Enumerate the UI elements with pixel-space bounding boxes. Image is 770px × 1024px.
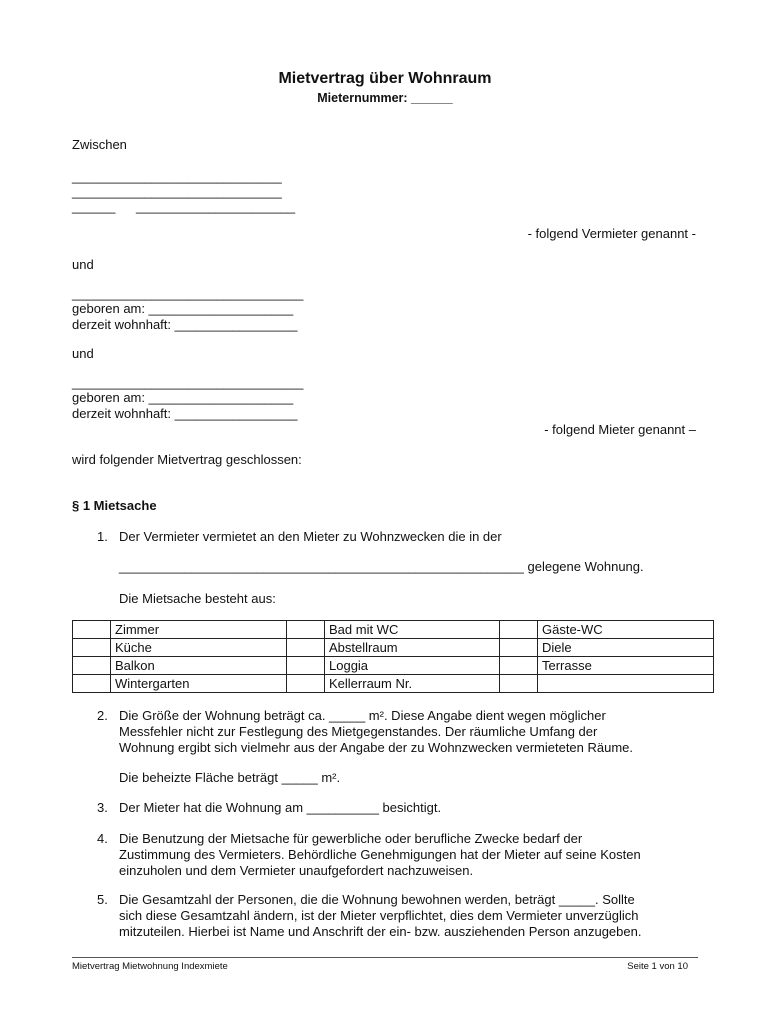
list-item-5 <box>97 892 699 940</box>
table-cell: Kellerraum Nr. <box>325 675 500 693</box>
list-item-2 <box>97 708 699 756</box>
table-cell: Zimmer <box>111 621 287 639</box>
checkbox-cell <box>287 657 325 675</box>
landlord-designation: - folgend Vermieter genannt - <box>527 226 696 241</box>
document-title: Mietvertrag über Wohnraum <box>278 70 492 87</box>
between-label: Zwischen <box>72 137 127 152</box>
and-label-1: und <box>72 257 94 272</box>
item2-line-3: Wohnung ergibt sich vielmehr aus der Angabe der zu Wohnzwecken vermieteten Räume. <box>119 740 634 755</box>
table-row <box>73 621 714 639</box>
checkbox-cell <box>500 639 538 657</box>
tenant-number: Mieternummer: ______ <box>317 91 453 105</box>
item1-text: Der Vermieter vermietet an den Mieter zu Wohnzwecken die in der <box>119 529 502 544</box>
property-consists-label: Die Mietsache besteht aus: <box>119 591 276 606</box>
table-cell: Gäste-WC <box>538 621 714 639</box>
footer-page-number: Seite 1 von 10 <box>627 961 688 972</box>
item2-line-1: Die Größe der Wohnung beträgt ca. _____ m². Diese Angabe dient wegen möglicher <box>119 708 606 723</box>
checkbox-cell <box>73 639 111 657</box>
list-number: 5. <box>97 892 108 907</box>
checkbox-cell <box>73 621 111 639</box>
tenant2-residence-line: derzeit wohnhaft: _________________ <box>72 406 298 421</box>
item4-line-1: Die Benutzung der Mietsache für gewerbliche oder berufliche Zwecke bedarf der <box>119 831 583 846</box>
landlord-line-2: _____________________________ <box>72 184 282 199</box>
table-cell: Balkon <box>111 657 287 675</box>
checkbox-cell <box>287 639 325 657</box>
table-cell: Diele <box>538 639 714 657</box>
item4-line-2: Zustimmung des Vermieters. Behördliche Genehmigungen hat der Mieter auf seine Kosten <box>119 847 641 862</box>
table-cell: Abstellraum <box>325 639 500 657</box>
item2-line-2: Messfehler nicht zur Festlegung des Mietgegenstandes. Der räumliche Umfang der <box>119 724 598 739</box>
checkbox-cell <box>73 675 111 693</box>
table-cell: Bad mit WC <box>325 621 500 639</box>
table-row <box>73 675 714 693</box>
table-cell: Terrasse <box>538 657 714 675</box>
table-row <box>73 639 714 657</box>
list-item-3 <box>97 800 699 816</box>
location-blank-line: ________________________________________________________ gelegene Wohnung. <box>119 559 644 574</box>
table-cell: Wintergarten <box>111 675 287 693</box>
checkbox-cell <box>500 621 538 639</box>
contract-concluded-text: wird folgender Mietvertrag geschlossen: <box>72 452 302 467</box>
section-1-heading: § 1 Mietsache <box>72 498 157 513</box>
list-number: 1. <box>97 529 108 544</box>
footer-divider <box>72 957 698 958</box>
and-label-2: und <box>72 346 94 361</box>
item4-line-3: einzuholen und dem Vermieter unaufgefordert nachzuweisen. <box>119 863 474 878</box>
checkbox-cell <box>73 657 111 675</box>
tenant2-name-line: ________________________________ <box>72 375 304 390</box>
tenant-designation: - folgend Mieter genannt – <box>544 422 696 437</box>
table-cell <box>538 675 714 693</box>
tenant1-birth-line: geboren am: ____________________ <box>72 301 294 316</box>
item5-line-2: sich diese Gesamtzahl ändern, ist der Mieter verpflichtet, dies dem Vermieter unverzüglich <box>119 908 639 923</box>
checkbox-cell <box>287 621 325 639</box>
tenant1-residence-line: derzeit wohnhaft: _________________ <box>72 317 298 332</box>
item3-line-1: Der Mieter hat die Wohnung am __________ besichtigt. <box>119 800 442 815</box>
item5-line-1: Die Gesamtzahl der Personen, die die Wohnung bewohnen werden, beträgt _____. Sollte <box>119 892 635 907</box>
checkbox-cell <box>500 675 538 693</box>
table-row <box>73 657 714 675</box>
footer-document-name: Mietvertrag Mietwohnung Indexmiete <box>72 961 228 972</box>
list-number: 4. <box>97 831 108 846</box>
landlord-line-3b: ______________________ <box>136 199 296 214</box>
table-cell: Küche <box>111 639 287 657</box>
table-cell: Loggia <box>325 657 500 675</box>
tenant1-name-line: ________________________________ <box>72 286 304 301</box>
rooms-table <box>72 620 714 693</box>
list-number: 2. <box>97 708 108 723</box>
landlord-line-1: _____________________________ <box>72 169 282 184</box>
item5-line-3: mitzuteilen. Hierbei ist Name und Anschrift der ein- bzw. ausziehenden Person anzugeben. <box>119 924 642 939</box>
landlord-line-3a: ______ <box>72 199 116 214</box>
heated-area-text: Die beheizte Fläche beträgt _____ m². <box>119 770 341 785</box>
tenant2-birth-line: geboren am: ____________________ <box>72 390 294 405</box>
list-item-4 <box>97 831 699 879</box>
checkbox-cell <box>287 675 325 693</box>
list-number: 3. <box>97 800 108 815</box>
checkbox-cell <box>500 657 538 675</box>
list-item-1 <box>97 529 699 545</box>
